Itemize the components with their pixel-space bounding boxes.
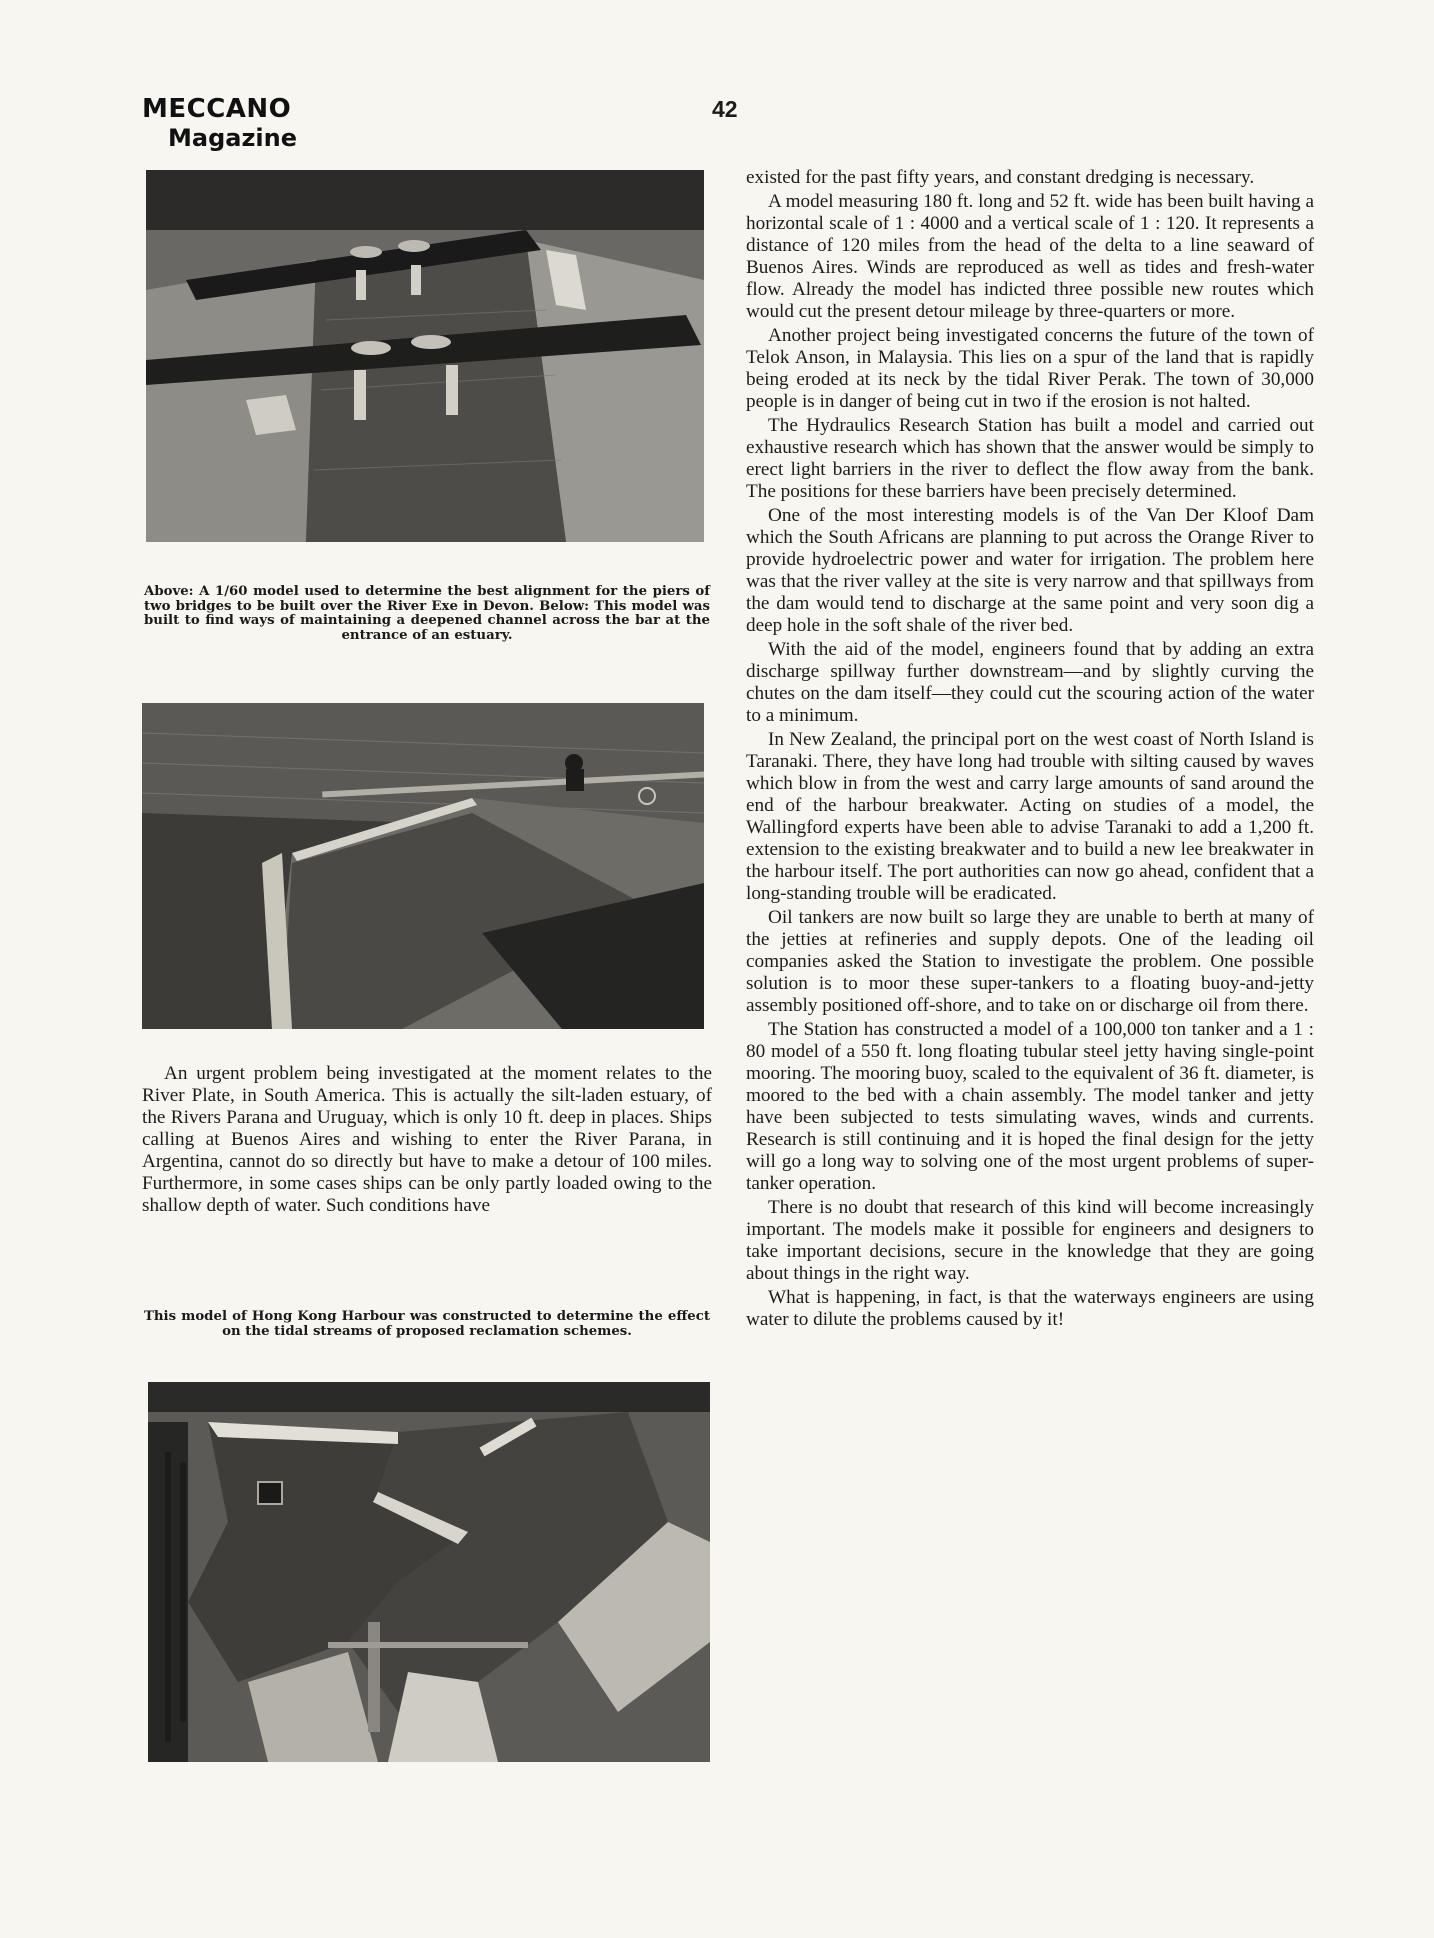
right-column-text: [746, 167, 1314, 1333]
photo-estuary-model: [142, 703, 704, 1029]
photo-hong-kong-harbour-model: [148, 1382, 710, 1762]
right-paragraph-11: What is happening, in fact, is that the waterways engineers are using water to dilute the problems caused by it!: [746, 1287, 1314, 1330]
right-paragraph-6: With the aid of the model, engineers found that by adding an extra discharge spillway further downstream—and by slightly curving the chutes on the dam itself—they could cut the scouring action of the water to a minimum.: [746, 639, 1314, 726]
photo-bridge-model: [146, 170, 704, 542]
left-column-text: [142, 1063, 712, 1219]
left-paragraph: An urgent problem being investigated at the moment relates to the River Plate, in South America. This is actually the silt-laden estuary, of the Rivers Parana and Uruguay, which is only 10 ft. deep in places. Ships calling at Buenos Aires and wishing to enter the River Parana, in Argentina, cannot do so directly but have to make a detour of 100 miles. Furthermore, in some cases ships can be only partly loaded owing to the shallow depth of water. Such conditions have: [142, 1063, 712, 1216]
right-paragraph-3: Another project being investigated concerns the future of the town of Telok Anson, in Malaysia. This lies on a spur of the land that is rapidly being eroded at its neck by the tidal River Perak. The town of 30,000 people is in danger of being cut in two if the erosion is not halted.: [746, 325, 1314, 412]
right-paragraph-10: There is no doubt that research of this kind will become increasingly important. The models make it possible for engineers and designers to take important decisions, secure in the knowledge that they are going about things in the right way.: [746, 1197, 1314, 1284]
masthead-title: MECCANO: [142, 94, 292, 124]
masthead-subtitle: Magazine: [168, 124, 298, 152]
right-paragraph-2: A model measuring 180 ft. long and 52 ft. wide has been built having a horizontal scale of 1 : 4000 and a vertical scale of 1 : 120. It represents a distance of 120 miles from the head of the delta to a line seaward of Buenos Aires. Winds are reproduced as well as tides and fresh-water flow. Already the model has indicted three possible new routes which would cut the present detour mileage by three-quarters or more.: [746, 191, 1314, 322]
right-paragraph-8: Oil tankers are now built so large they are unable to berth at many of the jetties at refineries and supply depots. One of the leading oil companies asked the Station to investigate the problem. One possible solution is to moor these super-tankers to a floating buoy-and-jetty assembly positioned off-shore, and to take on or discharge oil from there.: [746, 907, 1314, 1016]
caption-bottom: This model of Hong Kong Harbour was constructed to determine the effect on the tidal streams of proposed reclamation schemes.: [144, 1309, 710, 1339]
right-paragraph-9: The Station has constructed a model of a 100,000 ton tanker and a 1 : 80 model of a 550 ft. long floating tubular steel jetty having single-point mooring. The mooring buoy, scaled to the equivalent of 36 ft. diameter, is moored to the bed with a chain assembly. The model tanker and jetty have been subjected to tests simulating waves, winds and currents. Research is still continuing and it is hoped the final design for the jetty will go a long way to solving one of the most urgent problems of super-tanker operation.: [746, 1019, 1314, 1194]
caption-top: Above: A 1/60 model used to determine the best alignment for the piers of two bridges to be built over the River Exe in Devon. Below: This model was built to find ways of maintaining a deepened channel across the bar at the entrance of an estuary.: [144, 584, 710, 643]
right-paragraph-5: One of the most interesting models is of the Van Der Kloof Dam which the South Africans are planning to put across the Orange River to provide hydroelectric power and water for irrigation. The problem here was that the river valley at the site is very narrow and that spillways from the dam would tend to discharge at the same point and very soon dig a deep hole in the soft shale of the river bed.: [746, 505, 1314, 636]
right-paragraph-1: existed for the past fifty years, and constant dredging is necessary.: [746, 167, 1255, 188]
page-number: 42: [712, 96, 738, 122]
right-paragraph-4: The Hydraulics Research Station has built a model and carried out exhaustive research which has shown that the answer would be simply to erect light barriers in the river to deflect the flow away from the bank. The positions for these barriers have been precisely determined.: [746, 415, 1314, 502]
masthead: [142, 94, 297, 152]
right-paragraph-7: In New Zealand, the principal port on the west coast of North Island is Taranaki. There, they have long had trouble with silting caused by waves which blow in from the west and carry large amounts of sand around the end of the harbour breakwater. Acting on studies of a model, the Wallingford experts have been able to advise Taranaki to add a 1,200 ft. extension to the existing breakwater and to build a new lee breakwater in the harbour itself. The port authorities can now go ahead, confident that a long-standing trouble will be eradicated.: [746, 729, 1314, 904]
